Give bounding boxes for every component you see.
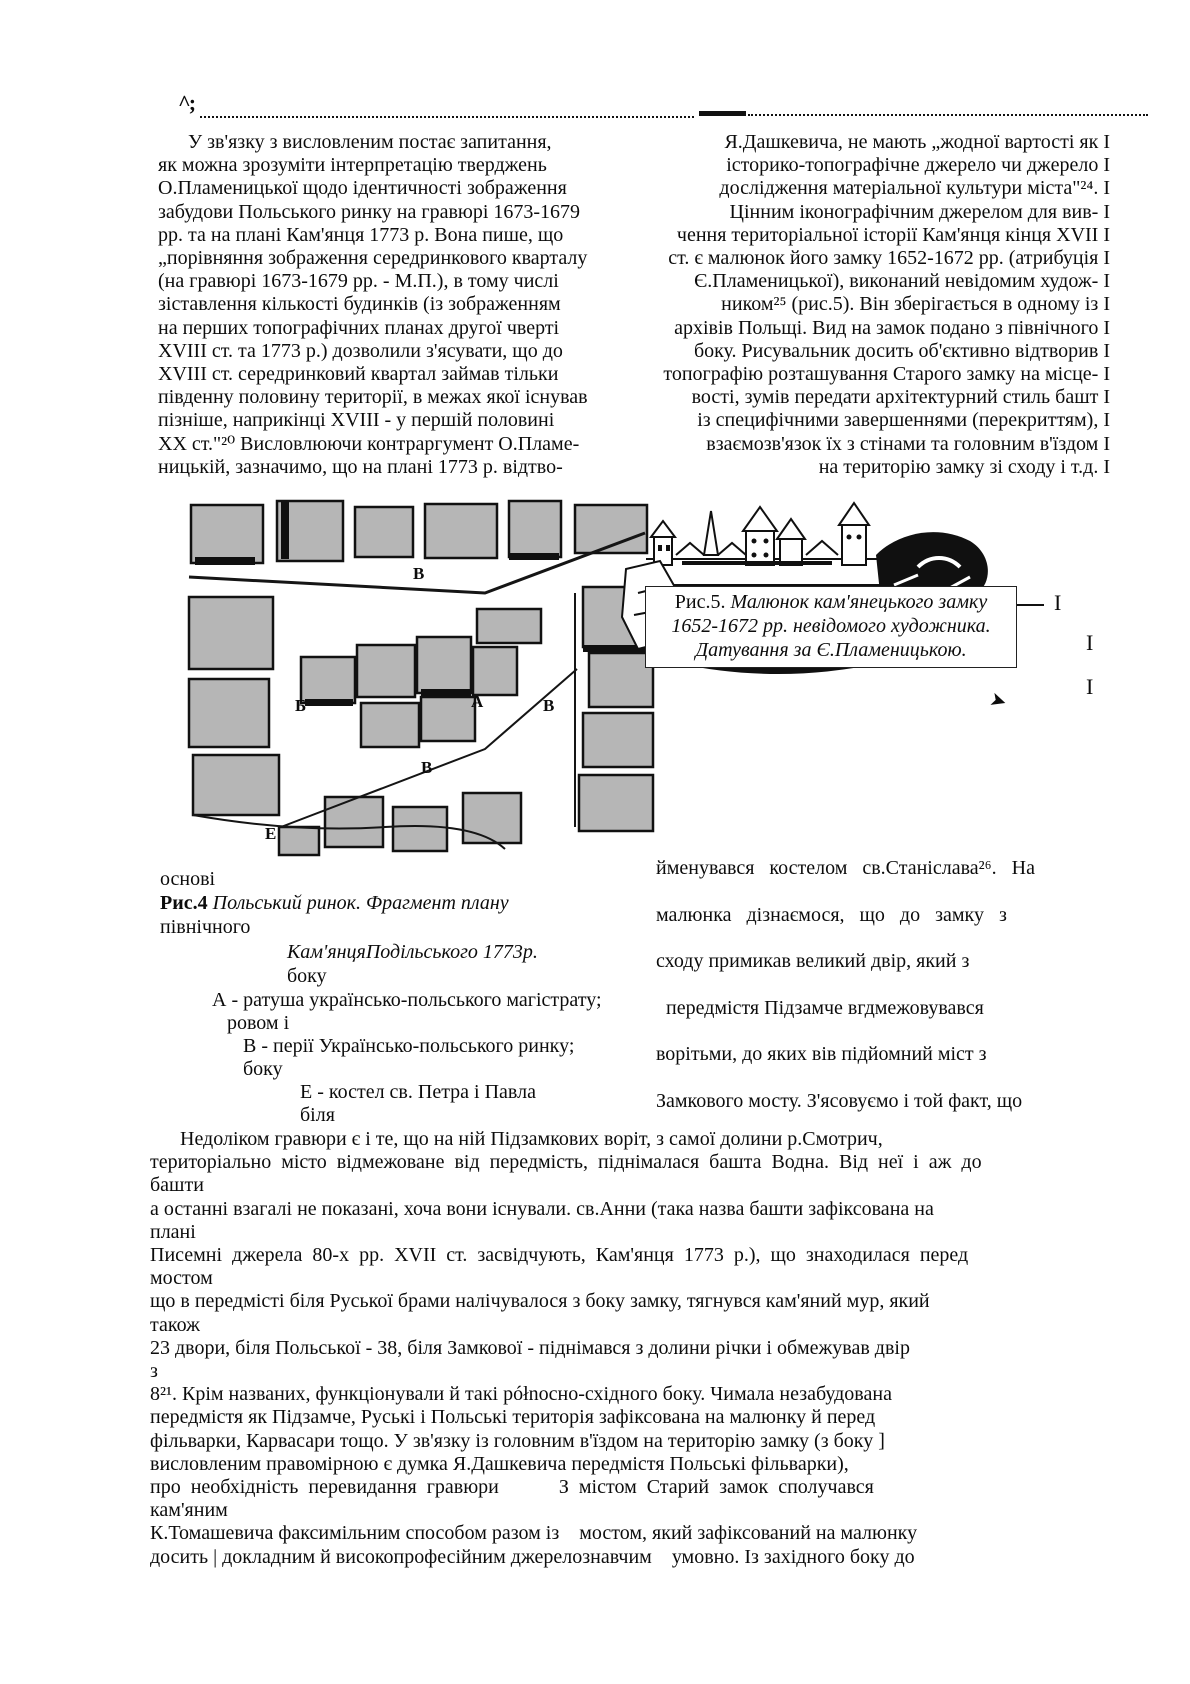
interleaved-word: північного: [160, 916, 251, 938]
fig4-legend-e: Е - костел св. Петра і Павла: [300, 1081, 536, 1103]
text-line: що в передмісті біля Руської брами налічувалося з боку замку, тягнувся кам'яний мур, який: [150, 1290, 930, 1313]
text-line: боку. Рисувальник досить об'єктивно відтворив І: [693, 339, 1110, 362]
text-line: висловленим правомірною є думка Я.Дашкевича передмістя Польські фільварки),: [150, 1452, 849, 1475]
text-line: вості, зумів передати архітектурний стиль башт І: [691, 386, 1110, 409]
interleaved-word: ровом і: [227, 1012, 290, 1034]
text-line: К.Томашевича факсимільним способом разом із мостом, який зафіксований на малюнку: [150, 1522, 918, 1545]
text-line: О.Пламеницької щодо ідентичності зображення: [158, 177, 567, 200]
text-line: ницькій, зазначимо, що на плані 1773 р. відтво-: [158, 455, 563, 478]
fig4-subtitle: Кам'янцяПодільського 1773р.: [287, 941, 538, 963]
text-line: про необхідність перевидання гравюри З містом Старий замок сполучався: [150, 1476, 874, 1499]
text-line: 8²¹. Крім названих, функціонували й такі północно-східного боку. Чимала незабудована: [150, 1383, 892, 1406]
text-line: У зв'язку з висловленим постає запитання,: [158, 131, 552, 153]
dotted-rule-right: [748, 114, 1148, 116]
margin-mark-3: І: [1086, 674, 1094, 699]
text-line: а останні взагалі не показані, хоча вони існували. св.Анни (така назва башти зафіксована на: [150, 1197, 934, 1220]
arrow-mark: ➤: [986, 687, 1010, 715]
text-line: взаємозв'язок їх з стінами та головним в'їздом І: [706, 432, 1110, 455]
text-line: Я.Дашкевича, не мають „жодної вартості як І: [724, 131, 1110, 153]
text-line: „порівняння зображення середринкового кварталу: [158, 247, 588, 270]
fig5-caption-line2: 1652-1672 рр. невідомого художника.: [671, 615, 991, 637]
text-line: малюнка дізнаємося, що до замку з: [656, 903, 1007, 926]
fig5-title: Малюнок кам'янецького замку: [725, 591, 988, 613]
text-line: XVIII ст. середринковий квартал займав тільки: [158, 363, 559, 386]
text-line: забудови Польського ринку на гравюрі 1673-1679: [158, 200, 581, 223]
plan-letter-a: А: [471, 692, 484, 711]
fig4-legend-b: В - перії Українсько-польського ринку;: [243, 1035, 575, 1057]
text-line: зіставлення кількості будинків (із зображенням: [158, 293, 561, 316]
plan-letter-e: Е: [265, 824, 277, 843]
fig5-caption-line1: [648, 590, 1014, 614]
text-line: південну половину території, в межах якої існував: [158, 386, 588, 409]
text-line: Цінним іконографічним джерелом для вив- І: [729, 200, 1110, 223]
text-line: з: [150, 1360, 158, 1383]
text-line: передмістя як Підзамче, Руські і Польські територія зафіксована на малюнку й перед: [150, 1406, 876, 1429]
text-line: мостом: [150, 1267, 213, 1290]
text-line: Писемні джерела 80-х рр. XVII ст. засвідчують, Кам'янця 1773 р.), що знаходилася перед: [150, 1244, 969, 1267]
fig4-title: Польський ринок. Фрагмент плану: [207, 892, 509, 914]
text-line: Замкового мосту. З'ясовуємо і той факт, що: [656, 1089, 1023, 1112]
text-line: XX ст."²⁰ Висловлюючи контраргумент О.Пламе-: [158, 432, 580, 455]
text-line: йменувався костелом св.Станіслава²⁶. На: [656, 857, 1035, 879]
interleaved-word: біля: [300, 1104, 335, 1126]
margin-mark-1: І: [1054, 590, 1062, 615]
fig4-legend-a: А - ратуша українсько-польського магістрату;: [212, 989, 602, 1011]
text-line: (на гравюрі 1673-1679 рр. - М.П.), в тому числі: [158, 270, 559, 293]
text-line: XVIII ст. та 1773 р.) дозволили з'ясувати, що до: [158, 339, 563, 362]
plan-letter-b-top: В: [413, 564, 425, 583]
fig4-label: Рис.4: [160, 892, 208, 914]
text-line: Є.Пламеницької), виконаний невідомим худож- І: [694, 270, 1110, 293]
text-line: башти: [150, 1174, 204, 1197]
dotted-rule-left: [200, 116, 694, 118]
text-line: ворітьми, до яких вів підйомний міст з: [656, 1043, 987, 1065]
text-line: історико-топографічне джерело чи джерело І: [726, 154, 1110, 177]
text-line: на перших топографічних планах другої чверті: [158, 316, 560, 339]
text-line: дослідження матеріальної культури міста"²⁴. І: [719, 177, 1110, 200]
text-line: ст. є малюнок його замку 1652-1672 рр. (атрибуція І: [668, 247, 1110, 270]
text-line: топографію розташування Старого замку на місце- І: [663, 363, 1110, 386]
text-line: рр. та на плані Кам'янця 1773 р. Вона пише, що: [158, 223, 564, 246]
text-line: також: [150, 1313, 200, 1336]
plan-letter-b-bottom: В: [421, 758, 433, 777]
left-text-column: [158, 131, 644, 479]
text-line: передмістя Підзамче вгдмежовувався: [656, 996, 984, 1019]
solid-dash: [699, 111, 746, 116]
text-line: фільварки, Карвасари тощо. У зв'язку із головним в'їздом на територію замку (з боку ]: [150, 1429, 885, 1452]
text-line: пізніше, наприкінці XVIII - у першій половині: [158, 409, 555, 432]
margin-mark-2: І: [1086, 630, 1094, 655]
interleaved-word: боку: [287, 965, 327, 987]
caret-mark: ^;: [178, 90, 195, 115]
text-line: ником²⁵ (рис.5). Він зберігається в одному із І: [721, 293, 1110, 316]
fig4-caption-line: [160, 892, 509, 914]
fig5-caption-line3: Датування за Є.Пламеницькою.: [695, 639, 967, 661]
text-line: чення територіальної історії Кам'янця кінця XVII І: [676, 223, 1110, 246]
plan-letter-b-right: В: [543, 696, 555, 715]
text-line: сходу примикав великий двір, який з: [656, 950, 970, 972]
text-line: плані: [150, 1220, 196, 1243]
right-text-column: [656, 131, 1110, 479]
text-line: на територію замку зі сходу і т.д. І: [818, 455, 1110, 478]
text-line: із специфічними завершеннями (перекриттям), І: [697, 409, 1110, 432]
fig5-label: Рис.5.: [674, 591, 726, 613]
text-line: архівів Польщі. Вид на замок подано з північного І: [674, 316, 1110, 339]
interleaved-word: основі: [160, 868, 216, 890]
bottom-text-block: [150, 1128, 1155, 1569]
text-line: Недоліком гравюри є і те, що на ній Підзамкових воріт, з самої долини р.Смотрич,: [150, 1128, 883, 1150]
interleaved-word: боку: [243, 1058, 283, 1080]
plan-letter-b-left: Б: [295, 696, 307, 715]
text-line: як можна зрозуміти інтерпретацію тверджень: [158, 154, 547, 177]
fig4-city-plan-image: [185, 497, 658, 861]
middle-right-column: [656, 845, 1112, 1124]
fig5-caption: [645, 586, 1017, 668]
text-line: кам'яним: [150, 1499, 228, 1522]
text-line: територіально місто відмежоване від передмість, піднімалася башта Водна. Від неї і аж до: [150, 1151, 982, 1174]
text-line: досить | докладним й високопрофесійним джерелознавчим умовно. Із західного боку до: [150, 1545, 915, 1568]
text-line: 23 двори, біля Польської - 38, біля Замкової - піднімався з долини річки і обмежував двір: [150, 1336, 910, 1359]
